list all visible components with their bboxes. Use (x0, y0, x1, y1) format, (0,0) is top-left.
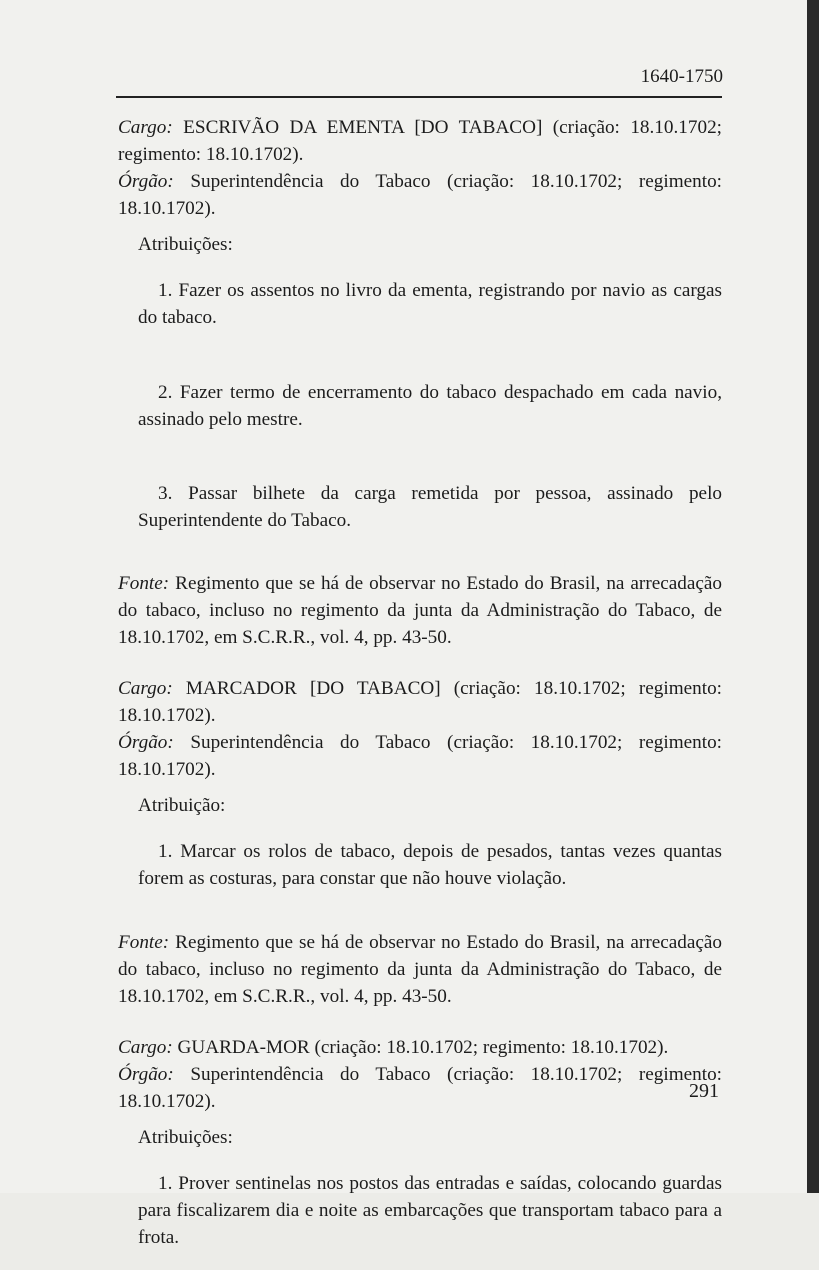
atribuicao-item: 1. Prover sentinelas nos postos das entradas e saídas, colocando guardas para fiscalizarem dia e noite as embarcações que transportam tabaco para a frota. (138, 1172, 722, 1248)
orgao-label: Órgão: (118, 732, 174, 754)
running-header-range: 1640-1750 (640, 66, 723, 87)
atribuicoes-label: Atribuições: (138, 1126, 233, 1148)
entry-guarda-mor (118, 1034, 722, 1251)
cargo-text: ESCRIVÃO DA EMENTA [DO TABACO] (criação: 18.10.1702; regimento: 18.10.1702). (118, 117, 722, 165)
orgao-label: Órgão: (118, 171, 174, 192)
fonte-label: Fonte: (118, 573, 170, 595)
cargo-label: Cargo: (118, 1036, 173, 1058)
cargo-label: Cargo: (118, 117, 173, 138)
atribuicao-item: 1. Marcar os rolos de tabaco, depois de pesados, tantas vezes quantas forem as costuras, para constar que não houve violação. (138, 841, 722, 890)
page-number: 291 (689, 1080, 719, 1102)
cargo-text: MARCADOR [DO TABACO] (criação: 18.10.1702; regimento: 18.10.1702). (118, 678, 722, 727)
fonte-line (118, 570, 722, 651)
orgao-label: Órgão: (118, 1063, 174, 1085)
orgao-text: Superintendência do Tabaco (criação: 18.10.1702; regimento: 18.10.1702). (118, 1063, 722, 1112)
cargo-text: GUARDA-MOR (criação: 18.10.1702; regimento: 18.10.1702). (177, 1036, 669, 1058)
orgao-line (118, 168, 722, 222)
entry-marcador (118, 675, 722, 1009)
atribuicao-item: 1. Fazer os assentos no livro da ementa, registrando por navio as cargas do tabaco. (138, 280, 722, 329)
cargo-line (118, 1034, 722, 1061)
page-body (118, 114, 722, 1270)
page-edge-shadow (807, 0, 819, 1193)
entry-escrivao (118, 114, 722, 651)
cargo-line (118, 114, 722, 168)
atribuicao-label: Atribuição: (138, 795, 226, 817)
fonte-label: Fonte: (118, 931, 170, 953)
cargo-line (118, 675, 722, 729)
orgao-line (118, 1061, 722, 1115)
fonte-text: Regimento que se há de observar no Estado do Brasil, na arrecadação do tabaco, incluso no regimento da junta da Administração do Tabaco, de 18.10.1702, em S.C.R.R., vol. 4, pp. 43-50. (118, 931, 722, 1007)
orgao-text: Superintendência do Tabaco (criação: 18.10.1702; regimento: 18.10.1702). (118, 171, 722, 219)
orgao-line (118, 729, 722, 783)
cargo-label: Cargo: (118, 678, 173, 700)
orgao-text: Superintendência do Tabaco (criação: 18.10.1702; regimento: 18.10.1702). (118, 732, 722, 781)
header-rule (116, 96, 722, 98)
fonte-text: Regimento que se há de observar no Estado do Brasil, na arrecadação do tabaco, incluso no regimento da junta da Administração do Tabaco, de 18.10.1702, em S.C.R.R., vol. 4, pp. 43-50. (118, 573, 722, 649)
atribuicao-item: 3. Passar bilhete da carga remetida por pessoa, assinado pelo Superintendente do Tabaco. (138, 482, 722, 531)
atribuicoes-label: Atribuições: (138, 234, 233, 255)
atribuicao-item: 2. Fazer termo de encerramento do tabaco despachado em cada navio, assinado pelo mestre. (138, 381, 722, 430)
fonte-line (118, 929, 722, 1010)
